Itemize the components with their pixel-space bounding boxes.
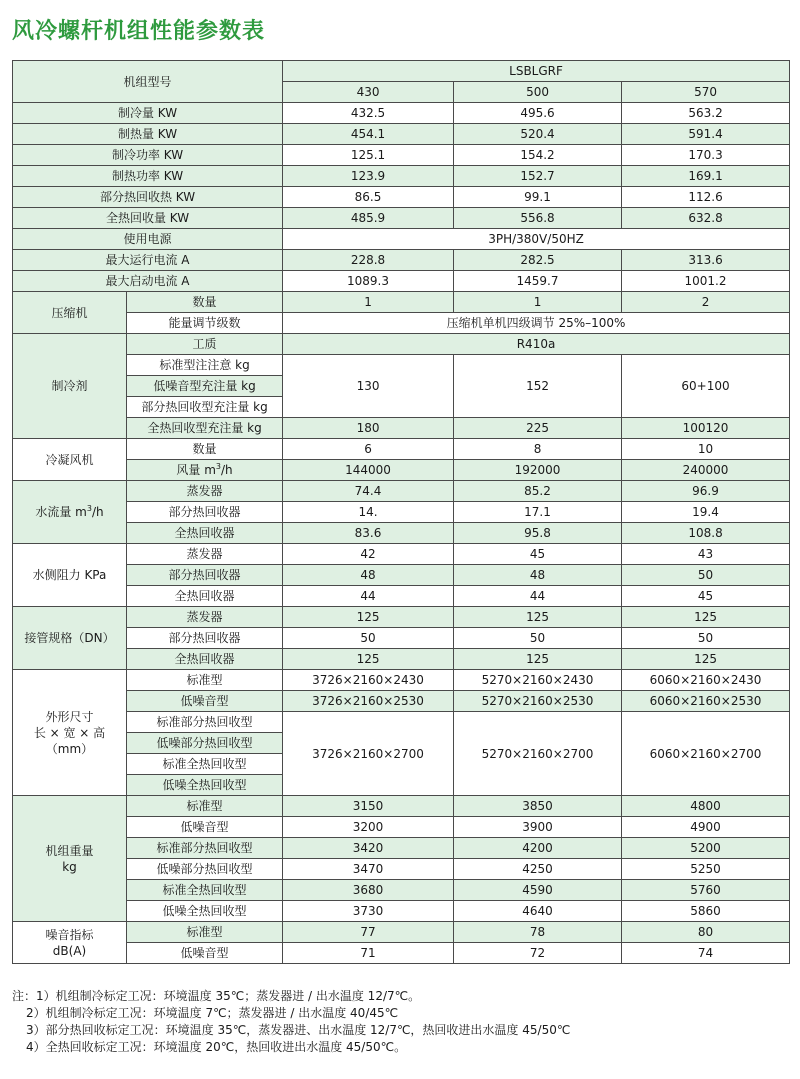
table-row — [13, 565, 790, 586]
table-row — [13, 292, 790, 313]
cell: 125 — [622, 649, 790, 670]
cell: 4200 — [454, 838, 622, 859]
cell: 83.6 — [283, 523, 454, 544]
row-label: 低噪全热回收型 — [127, 775, 283, 796]
cell: 3726×2160×2430 — [283, 670, 454, 691]
row-label: 低噪全热回收型 — [127, 901, 283, 922]
table-row — [13, 460, 790, 481]
cell: 123.9 — [283, 166, 454, 187]
cell: 169.1 — [622, 166, 790, 187]
cell: 240000 — [622, 460, 790, 481]
cell: 3PH/380V/50HZ — [283, 229, 790, 250]
row-label: 标准型 — [127, 670, 283, 691]
row-label: 全热回收型充注量 kg — [127, 418, 283, 439]
cell: 3730 — [283, 901, 454, 922]
cell: 3420 — [283, 838, 454, 859]
cell: 4900 — [622, 817, 790, 838]
cell: 71 — [283, 943, 454, 964]
table-row — [13, 922, 790, 943]
table-row — [13, 481, 790, 502]
note-line: 2）机组制冷标定工况：环境温度 7℃；蒸发器进 / 出水温度 40/45℃ — [26, 1006, 399, 1020]
cell: 3900 — [454, 817, 622, 838]
note-line: 3）部分热回收标定工况：环境温度 35℃，蒸发器进、出水温度 12/7℃，热回收进出水温度 45/50℃ — [26, 1023, 571, 1037]
group-label: 噪音指标 dB(A) — [13, 922, 127, 964]
page-title: 风冷螺杆机组性能参数表 — [12, 19, 266, 44]
group-label: 水流量 $m^3/h$ — [13, 481, 127, 544]
group-label: 机组重量 kg — [13, 796, 127, 922]
cell: 8 — [454, 439, 622, 460]
cell: 3150 — [283, 796, 454, 817]
cell: 5860 — [622, 901, 790, 922]
cell: 154.2 — [454, 145, 622, 166]
cell: 5250 — [622, 859, 790, 880]
group-label: 压缩机 — [13, 292, 127, 334]
cell: 5270×2160×2700 — [454, 712, 622, 796]
cell: 313.6 — [622, 250, 790, 271]
cell: 152.7 — [454, 166, 622, 187]
cell: R410a — [283, 334, 790, 355]
cell: 86.5 — [283, 187, 454, 208]
table-row — [13, 943, 790, 964]
spec-table — [12, 60, 790, 964]
cell: 3726×2160×2530 — [283, 691, 454, 712]
group-label: 冷凝风机 — [13, 439, 127, 481]
cell: 压缩机单机四级调节 25%–100% — [283, 313, 790, 334]
cell: 4250 — [454, 859, 622, 880]
table-row — [13, 817, 790, 838]
table-row — [13, 901, 790, 922]
cell: 1089.3 — [283, 271, 454, 292]
row-label: 标准全热回收型 — [127, 880, 283, 901]
table-row — [13, 166, 790, 187]
row-label: 低噪音型 — [127, 943, 283, 964]
group-label: 制冷剂 — [13, 334, 127, 439]
cell: 50 — [454, 628, 622, 649]
cell: 4800 — [622, 796, 790, 817]
cell: 125.1 — [283, 145, 454, 166]
row-label: 全热回收量 KW — [13, 208, 283, 229]
cell: 74 — [622, 943, 790, 964]
cell: 4640 — [454, 901, 622, 922]
model-570: 570 — [622, 82, 790, 103]
model-label: 机组型号 — [13, 61, 283, 103]
table-row — [13, 544, 790, 565]
cell: 1 — [454, 292, 622, 313]
row-label: 风量 $m^3/h$ — [127, 460, 283, 481]
row-label: 低噪音型充注量 kg — [127, 376, 283, 397]
cell: 125 — [454, 649, 622, 670]
cell: 5270×2160×2530 — [454, 691, 622, 712]
table-row — [13, 418, 790, 439]
table-row — [13, 880, 790, 901]
group-label: 外形尺寸 长 × 宽 × 高 （mm） — [13, 670, 127, 796]
cell: 42 — [283, 544, 454, 565]
row-label: 部分热回收器 — [127, 502, 283, 523]
table-row — [13, 103, 790, 124]
row-label: 制热量 KW — [13, 124, 283, 145]
cell: 3680 — [283, 880, 454, 901]
cell: 6060×2160×2530 — [622, 691, 790, 712]
cell: 48 — [283, 565, 454, 586]
row-label: 蒸发器 — [127, 607, 283, 628]
cell: 556.8 — [454, 208, 622, 229]
cell: 1 — [283, 292, 454, 313]
cell: 180 — [283, 418, 454, 439]
cell: 563.2 — [622, 103, 790, 124]
cell: 282.5 — [454, 250, 622, 271]
row-label: 全热回收器 — [127, 586, 283, 607]
cell: 228.8 — [283, 250, 454, 271]
cell: 3470 — [283, 859, 454, 880]
row-label: 标准型注注意 kg — [127, 355, 283, 376]
cell: 14. — [283, 502, 454, 523]
row-label: 标准全热回收型 — [127, 754, 283, 775]
row-label: 蒸发器 — [127, 544, 283, 565]
cell: 99.1 — [454, 187, 622, 208]
group-label: 接管规格（DN） — [13, 607, 127, 670]
note-line: 注：1）机组制冷标定工况：环境温度 35℃；蒸发器进 / 出水温度 12/7℃。 — [12, 989, 421, 1003]
row-label: 部分热回收热 KW — [13, 187, 283, 208]
table-row — [13, 859, 790, 880]
cell: 432.5 — [283, 103, 454, 124]
cell: 60+100 — [622, 355, 790, 418]
cell: 485.9 — [283, 208, 454, 229]
cell: 152 — [454, 355, 622, 418]
model-500: 500 — [454, 82, 622, 103]
cell: 5760 — [622, 880, 790, 901]
cell: 130 — [283, 355, 454, 418]
cell: 78 — [454, 922, 622, 943]
cell: 1001.2 — [622, 271, 790, 292]
table-row — [13, 523, 790, 544]
table-row — [13, 208, 790, 229]
row-label: 标准型 — [127, 922, 283, 943]
row-label: 低噪音型 — [127, 691, 283, 712]
table-row — [13, 796, 790, 817]
cell: 4590 — [454, 880, 622, 901]
row-label: 全热回收器 — [127, 649, 283, 670]
row-label: 使用电源 — [13, 229, 283, 250]
cell: 454.1 — [283, 124, 454, 145]
cell: 3850 — [454, 796, 622, 817]
table-row — [13, 313, 790, 334]
row-label: 部分热回收型充注量 kg — [127, 397, 283, 418]
cell: 17.1 — [454, 502, 622, 523]
cell: 45 — [622, 586, 790, 607]
row-label: 标准部分热回收型 — [127, 838, 283, 859]
row-label: 能量调节级数 — [127, 313, 283, 334]
cell: 591.4 — [622, 124, 790, 145]
table-row — [13, 145, 790, 166]
cell: 48 — [454, 565, 622, 586]
table-row — [13, 334, 790, 355]
row-label: 低噪音型 — [127, 817, 283, 838]
table-row — [13, 355, 790, 376]
cell: 100120 — [622, 418, 790, 439]
cell: 96.9 — [622, 481, 790, 502]
table-row — [13, 271, 790, 292]
cell: 495.6 — [454, 103, 622, 124]
cell: 3726×2160×2700 — [283, 712, 454, 796]
table-row — [13, 124, 790, 145]
row-label: 部分热回收器 — [127, 628, 283, 649]
row-label: 标准部分热回收型 — [127, 712, 283, 733]
table-row — [13, 586, 790, 607]
table-row — [13, 439, 790, 460]
cell: 80 — [622, 922, 790, 943]
cell: 6060×2160×2430 — [622, 670, 790, 691]
cell: 45 — [454, 544, 622, 565]
cell: 112.6 — [622, 187, 790, 208]
cell: 44 — [454, 586, 622, 607]
cell: 1459.7 — [454, 271, 622, 292]
cell: 125 — [454, 607, 622, 628]
row-label: 制热功率 KW — [13, 166, 283, 187]
cell: 520.4 — [454, 124, 622, 145]
cell: 43 — [622, 544, 790, 565]
row-label: 最大启动电流 A — [13, 271, 283, 292]
cell: 95.8 — [454, 523, 622, 544]
table-row — [13, 607, 790, 628]
cell: 2 — [622, 292, 790, 313]
cell: 50 — [622, 628, 790, 649]
note-line: 4）全热回收标定工况：环境温度 20℃，热回收进出水温度 45/50℃。 — [26, 1040, 407, 1054]
cell: 125 — [622, 607, 790, 628]
cell: 85.2 — [454, 481, 622, 502]
cell: 50 — [283, 628, 454, 649]
row-label: 最大运行电流 A — [13, 250, 283, 271]
row-label: 部分热回收器 — [127, 565, 283, 586]
row-label: 蒸发器 — [127, 481, 283, 502]
cell: 170.3 — [622, 145, 790, 166]
row-label: 标准型 — [127, 796, 283, 817]
cell: 5200 — [622, 838, 790, 859]
cell: 74.4 — [283, 481, 454, 502]
cell: 72 — [454, 943, 622, 964]
cell: 3200 — [283, 817, 454, 838]
cell: 6 — [283, 439, 454, 460]
series-name: LSBLGRF — [283, 61, 790, 82]
cell: 632.8 — [622, 208, 790, 229]
row-label: 全热回收器 — [127, 523, 283, 544]
cell: 50 — [622, 565, 790, 586]
row-label: 数量 — [127, 292, 283, 313]
model-430: 430 — [283, 82, 454, 103]
cell: 192000 — [454, 460, 622, 481]
table-row — [13, 628, 790, 649]
table-row — [13, 838, 790, 859]
cell: 125 — [283, 607, 454, 628]
cell: 144000 — [283, 460, 454, 481]
cell: 44 — [283, 586, 454, 607]
row-label: 工质 — [127, 334, 283, 355]
cell: 6060×2160×2700 — [622, 712, 790, 796]
row-label: 低噪部分热回收型 — [127, 859, 283, 880]
row-label: 制冷量 KW — [13, 103, 283, 124]
table-row — [13, 712, 790, 733]
group-label: 水侧阻力 KPa — [13, 544, 127, 607]
row-label: 数量 — [127, 439, 283, 460]
footnotes — [12, 988, 789, 1056]
row-label: 制冷功率 KW — [13, 145, 283, 166]
cell: 19.4 — [622, 502, 790, 523]
cell: 5270×2160×2430 — [454, 670, 622, 691]
table-row — [13, 691, 790, 712]
table-row — [13, 670, 790, 691]
cell: 125 — [283, 649, 454, 670]
cell: 77 — [283, 922, 454, 943]
table-row — [13, 187, 790, 208]
table-row — [13, 250, 790, 271]
cell: 108.8 — [622, 523, 790, 544]
table-row — [13, 649, 790, 670]
cell: 10 — [622, 439, 790, 460]
table-row — [13, 502, 790, 523]
header-row — [13, 61, 790, 82]
row-label: 低噪部分热回收型 — [127, 733, 283, 754]
table-row — [13, 229, 790, 250]
cell: 225 — [454, 418, 622, 439]
